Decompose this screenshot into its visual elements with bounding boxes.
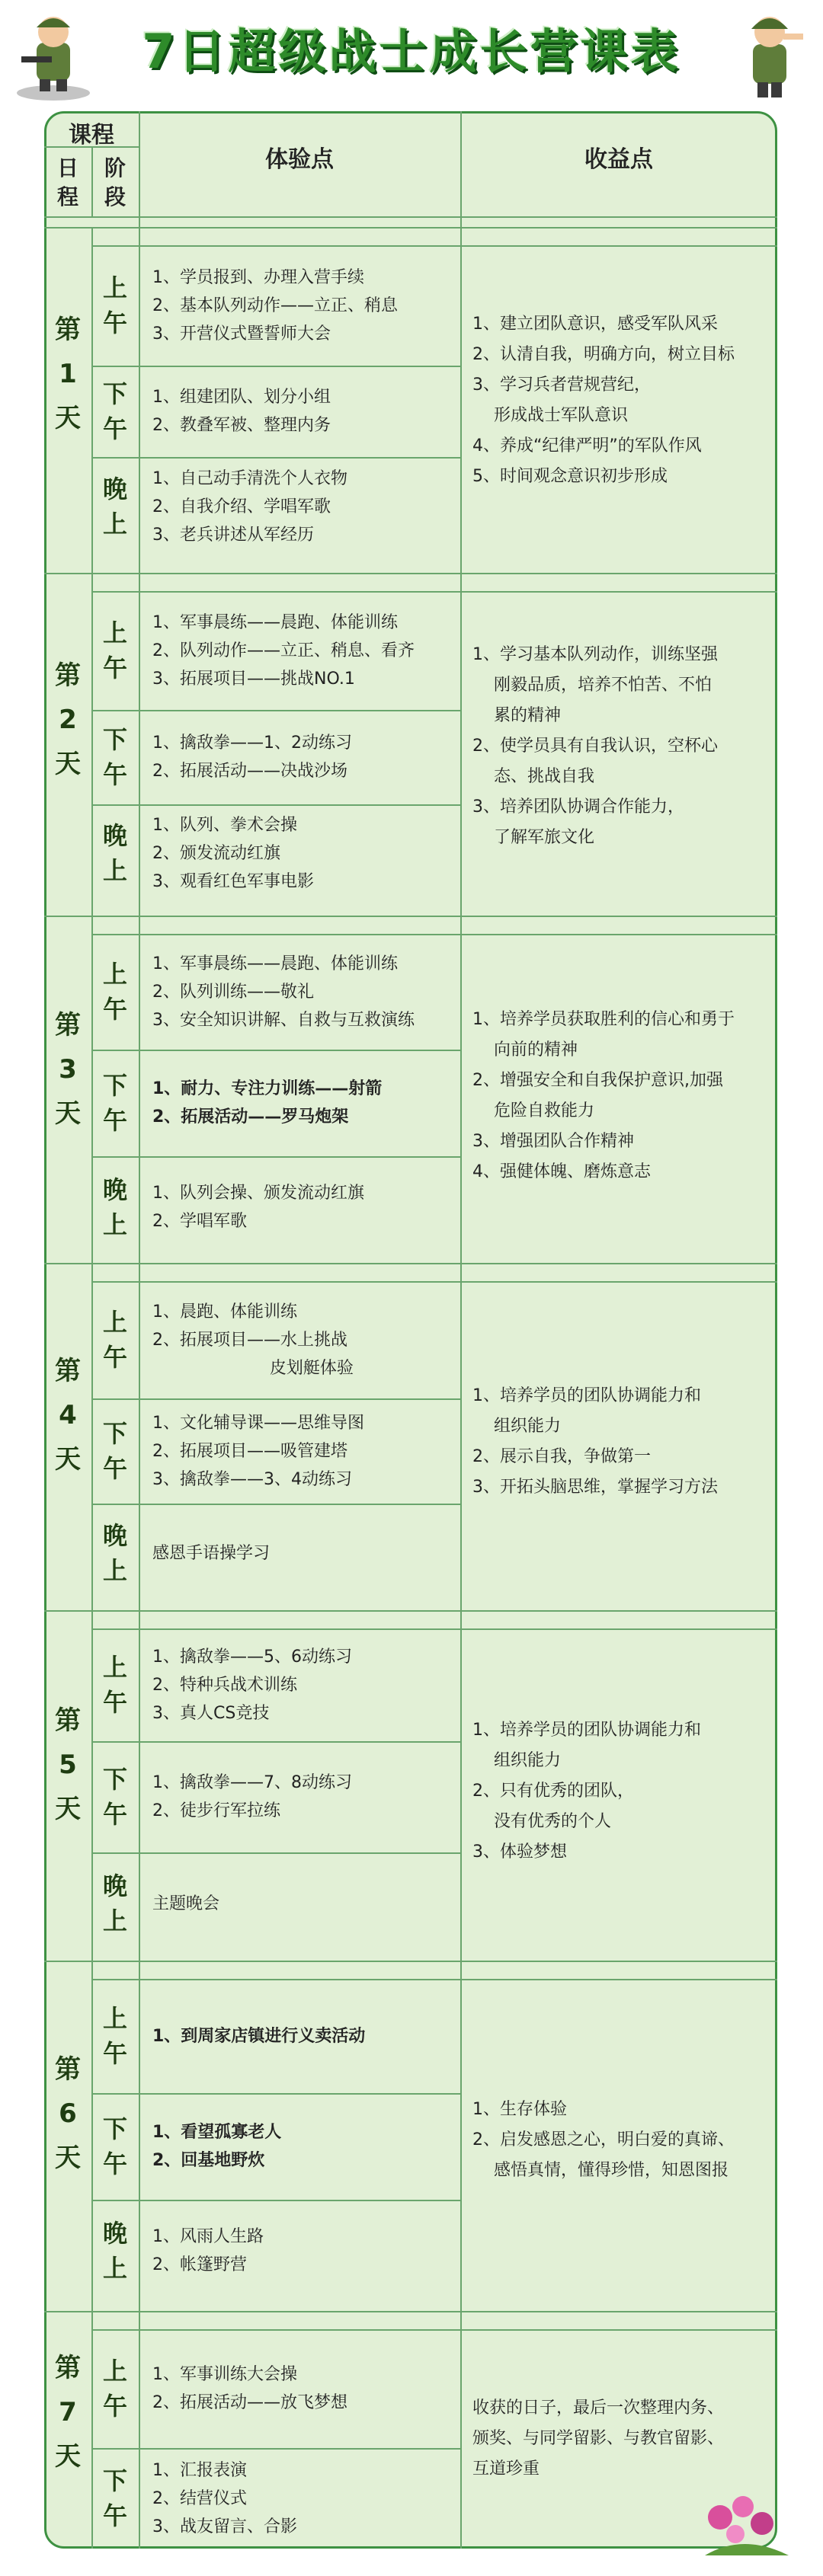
day-divider (44, 1263, 777, 1264)
page-title: 7日超级战士成长营课表 (142, 24, 681, 79)
stage-label: 晚 上 (102, 475, 127, 539)
day-label-4: 第 4 天 (55, 1356, 81, 1475)
day-label-3: 第 3 天 (55, 1009, 81, 1129)
header-stage: 阶 段 (104, 155, 126, 209)
day-label-7: 第 7 天 (55, 2353, 81, 2472)
experience-cell: 1、文化辅导课——思维导图 2、拓展项目——吸管建塔 3、擒敌拳——3、4动练习 (152, 1413, 364, 1489)
day-label-6: 第 6 天 (55, 2054, 81, 2173)
day-divider (44, 916, 777, 917)
stage-label: 晚 上 (102, 2219, 127, 2283)
benefit-cell: 1、培养学员的团队协调能力和 组织能力 2、只有优秀的团队， 没有优秀的个人 3、体验梦想 (472, 1721, 701, 1862)
experience-cell: 1、看望孤寡老人 2、回基地野炊 (152, 2123, 282, 2170)
experience-cell: 1、自己动手清洗个人衣物 2、自我介绍、学唱军歌 3、老兵讲述从军经历 (152, 468, 347, 545)
stage-label: 上 午 (102, 618, 127, 682)
benefit-cell: 1、培养学员获取胜利的信心和勇于 向前的精神 2、增强安全和自我保护意识,加强 危险自救能力 3、增强团队合作精神 4、强健体魄、磨炼意志 (472, 1009, 735, 1181)
experience-cell: 1、耐力、专注力训练——射箭 2、拓展活动——罗马炮架 (152, 1079, 383, 1127)
day-divider (44, 1610, 777, 1612)
day-label-1: 第 1 天 (55, 315, 81, 433)
experience-cell: 1、学员报到、办理入营手续 2、基本队列动作——立正、稍息 3、开营仪式暨誓师大会 (152, 267, 398, 344)
experience-cell: 1、擒敌拳——1、2动练习 2、拓展活动——决战沙场 (152, 733, 352, 781)
stage-label: 下 午 (102, 1071, 127, 1135)
row-divider (91, 245, 777, 247)
row-divider (91, 1979, 777, 1980)
stage-label: 晚 上 (102, 1175, 127, 1239)
segment-divider (91, 1852, 460, 1854)
benefit-cell: 收获的日子，最后一次整理内务、 颁奖、与同学留影、与教官留影、 互道珍重 (472, 2399, 725, 2479)
stage-label: 下 午 (102, 1419, 127, 1483)
segment-divider (91, 710, 460, 711)
flower-decoration-icon (690, 2479, 804, 2563)
experience-cell: 1、擒敌拳——7、8动练习 2、徒步行军拉练 (152, 1773, 352, 1820)
header-divider (44, 216, 777, 218)
segment-divider (91, 1156, 460, 1158)
stage-label: 晚 上 (102, 821, 127, 885)
soldier-icon (8, 3, 99, 104)
day-divider (44, 227, 777, 229)
experience-cell: 感恩手语操学习 (152, 1543, 271, 1563)
day-divider (44, 1961, 777, 1962)
experience-cell: 主题晚会 (152, 1894, 220, 1913)
benefit-cell: 1、学习基本队列动作，训练坚强 刚毅品质，培养不怕苦、不怕 累的精神 2、使学员具有自我认识，空杯心 态、挑战自我 3、培养团队协调合作能力， 了解军旅文化 (472, 645, 718, 847)
header-experience: 体验点 (265, 146, 334, 173)
schedule-table (44, 111, 777, 2549)
stage-label: 下 午 (102, 379, 127, 443)
stage-label: 下 午 (102, 725, 127, 789)
header-benefit: 收益点 (584, 146, 653, 173)
stage-label: 上 午 (102, 1653, 127, 1717)
stage-label: 上 午 (102, 2004, 127, 2068)
experience-cell: 1、队列会操、颁发流动红旗 2、学唱军歌 (152, 1183, 364, 1231)
segment-divider (91, 1504, 460, 1505)
experience-cell: 1、军事训练大会操 2、拓展活动——放飞梦想 (152, 2365, 347, 2412)
benefit-cell: 1、生存体验 2、启发感恩之心，明白爱的真谛、 感悟真情，懂得珍惜，知恩图报 (472, 2100, 735, 2180)
day-divider (44, 573, 777, 574)
row-divider (91, 591, 777, 593)
stage-label: 下 午 (102, 2466, 127, 2530)
stage-label: 下 午 (102, 1765, 127, 1829)
experience-cell: 1、擒敌拳——5、6动练习 2、特种兵战术训练 3、真人CS竞技 (152, 1647, 352, 1723)
segment-divider (91, 1050, 460, 1051)
benefit-cell: 1、建立团队意识，感受军队风采 2、认清自我，明确方向，树立目标 3、学习兵者营规营纪， 形成战士军队意识 4、养成“纪律严明”的军队作风 5、时间观念意识初步形成 (472, 315, 735, 486)
experience-cell: 1、风雨人生路 2、帐篷野营 (152, 2227, 264, 2274)
experience-cell: 1、军事晨练——晨跑、体能训练 2、队列动作——立正、稍息、看齐 3、拓展项目——挑战NO.1 (152, 612, 415, 689)
experience-cell: 1、到周家店镇进行义卖活动 (152, 2026, 366, 2046)
experience-cell: 1、晨跑、体能训练 2、拓展项目——水上挑战 皮划艇体验 (152, 1302, 354, 1378)
segment-divider (91, 2093, 460, 2095)
stage-label: 晚 上 (102, 1871, 127, 1935)
stage-label: 上 午 (102, 2357, 127, 2421)
row-divider (91, 934, 777, 935)
row-divider (91, 1628, 777, 1630)
stage-label: 下 午 (102, 2114, 127, 2178)
column-divider (460, 111, 462, 2549)
segment-divider (91, 457, 460, 459)
day-label-2: 第 2 天 (55, 660, 81, 779)
stage-label: 上 午 (102, 273, 127, 337)
day-divider (44, 2311, 777, 2312)
column-divider (139, 111, 140, 2549)
header-course: 课程 (69, 122, 114, 149)
soldier-icon (724, 3, 815, 104)
header (0, 0, 823, 107)
segment-divider (91, 804, 460, 806)
stage-label: 上 午 (102, 960, 127, 1024)
benefit-cell: 1、培养学员的团队协调能力和 组织能力 2、展示自我，争做第一 3、开拓头脑思维，掌握学习方法 (472, 1386, 718, 1497)
header-day: 日 程 (56, 155, 78, 209)
experience-cell: 1、队列、拳术会操 2、颁发流动红旗 3、观看红色军事电影 (152, 815, 314, 891)
segment-divider (91, 2448, 460, 2450)
row-divider (91, 2329, 777, 2331)
stage-label: 晚 上 (102, 1521, 127, 1585)
segment-divider (91, 366, 460, 367)
day-label-5: 第 5 天 (55, 1705, 81, 1824)
experience-cell: 1、汇报表演 2、结营仪式 3、战友留言、合影 (152, 2460, 297, 2536)
experience-cell: 1、组建团队、划分小组 2、教叠军被、整理内务 (152, 388, 331, 435)
segment-divider (91, 1398, 460, 1400)
row-divider (91, 1281, 777, 1283)
segment-divider (91, 2200, 460, 2201)
segment-divider (91, 1741, 460, 1743)
experience-cell: 1、军事晨练——晨跑、体能训练 2、队列训练——敬礼 3、安全知识讲解、自救与互救演练 (152, 954, 415, 1030)
stage-label: 上 午 (102, 1308, 127, 1372)
